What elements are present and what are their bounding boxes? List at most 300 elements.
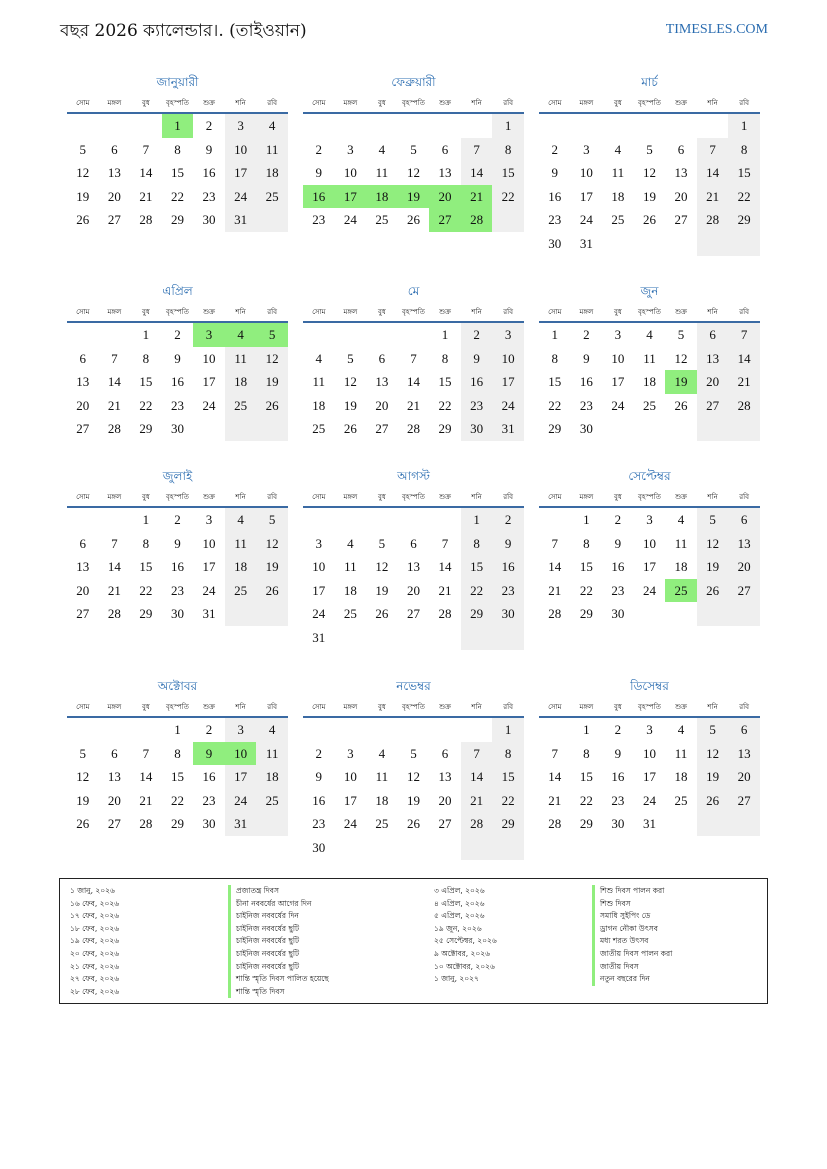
empty-day-cell: [634, 114, 666, 138]
day-cell: 13: [438, 165, 452, 181]
month-name: মার্চ: [641, 75, 658, 89]
day-cell: 23: [202, 188, 216, 204]
day-cell: 6: [677, 141, 685, 157]
weekday-label: মঙ্গল: [107, 308, 122, 316]
day-cell: 1: [492, 718, 524, 742]
day-cell: 17: [642, 559, 656, 575]
legend-date: ১৯ ফেব, ২০২৬: [70, 936, 120, 946]
day-cell: 12: [76, 165, 90, 181]
legend-row: [434, 923, 672, 936]
day-cell: 11: [375, 769, 389, 785]
weekday-label: বুধ: [377, 308, 386, 316]
weekday-header: [67, 301, 288, 323]
weekday-header: [303, 696, 524, 718]
day-cell: 20: [674, 188, 688, 204]
weekday-label: বৃহস্পতি: [402, 99, 425, 107]
day-cell: 20: [697, 370, 729, 394]
weekday-label: শনি: [471, 99, 482, 107]
day-cell: 30: [312, 839, 326, 855]
day-cell: 5: [79, 745, 87, 761]
day-cell: 19: [256, 555, 288, 579]
empty-day-cell: [728, 602, 760, 626]
weekday-label: সোম: [548, 493, 562, 501]
legend-row: [434, 961, 672, 974]
weekday-label: রবি: [739, 99, 750, 107]
legend-date: ৩ এপ্রিল, ২০২৬: [434, 886, 485, 895]
empty-day-cell: [99, 114, 131, 138]
day-cell: 14: [406, 374, 420, 390]
month-block: [539, 281, 760, 441]
site-link[interactable]: TIMESLES.COM: [665, 22, 768, 37]
day-cell: 7: [461, 742, 493, 766]
day-cell: 8: [492, 138, 524, 162]
day-cell: 16: [548, 188, 562, 204]
day-cell: 24: [202, 397, 216, 413]
day-cell: 1: [583, 722, 590, 737]
legend-row: [70, 935, 329, 948]
empty-day-cell: [665, 812, 697, 836]
day-cell: 5: [646, 141, 653, 157]
day-cell: 29: [139, 606, 153, 622]
day-cell: 20: [375, 397, 389, 413]
weekday-label: বুধ: [613, 493, 622, 501]
day-cell: 20: [76, 582, 90, 598]
day-cell: 9: [315, 165, 323, 181]
day-cell: 10: [642, 745, 656, 761]
day-cell: 29: [438, 421, 452, 437]
day-cell: 12: [674, 350, 688, 366]
day-cell: 20: [107, 188, 121, 204]
weekday-label: রবি: [267, 308, 278, 316]
day-cell: 14: [548, 559, 562, 575]
day-cell: 4: [256, 114, 288, 138]
day-cell: 25: [674, 792, 688, 808]
month-block: [303, 72, 524, 232]
empty-day-cell: [335, 626, 367, 650]
empty-day-cell: [130, 114, 162, 138]
month-name: এপ্রিল: [162, 284, 193, 298]
legend-row: [70, 923, 329, 936]
day-cell: 7: [728, 323, 760, 347]
empty-day-cell: [398, 114, 430, 138]
day-cell: 12: [343, 374, 357, 390]
month-name: জানুয়ারী: [156, 75, 199, 89]
weekday-label: বৃহস্পতি: [166, 703, 189, 711]
day-cell: 22: [170, 792, 184, 808]
empty-day-cell: [602, 232, 634, 256]
weekday-header: [67, 486, 288, 508]
day-cell: 19: [697, 555, 729, 579]
weekday-label: সোম: [548, 308, 562, 316]
weekday-label: বুধ: [377, 703, 386, 711]
day-cell: 20: [107, 792, 121, 808]
day-cell: 20: [728, 765, 760, 789]
day-cell: 24: [312, 606, 326, 622]
day-cell: 12: [697, 532, 729, 556]
legend-date: ২০ ফেব, ২০২৬: [70, 948, 120, 958]
day-cell: 25: [225, 579, 257, 603]
day-cell: 4: [225, 508, 257, 532]
empty-day-cell: [697, 417, 729, 441]
day-cell: 23: [461, 394, 493, 418]
weekday-label: সোম: [312, 99, 326, 107]
day-cell: 31: [225, 208, 257, 232]
day-cell: 7: [142, 745, 150, 761]
weekday-label: শনি: [235, 703, 246, 711]
empty-day-cell: [366, 836, 398, 860]
day-cell: 2: [315, 745, 323, 761]
day-cell: 8: [583, 535, 590, 551]
day-cell: 24: [642, 792, 656, 808]
day-cell: 12: [256, 347, 288, 371]
day-cell: 19: [343, 397, 357, 413]
day-cell: 2: [461, 323, 493, 347]
day-cell: 16: [170, 559, 184, 575]
empty-day-cell: [99, 508, 131, 532]
legend-holiday-name: শান্তি স্মৃতি দিবস: [228, 986, 284, 999]
empty-day-cell: [461, 718, 493, 742]
legend-holiday-name: চাইনিজ নববর্ষের ছুটি: [228, 948, 299, 961]
month-name: ফেব্রুয়ারী: [391, 75, 436, 89]
weekday-label: সোম: [76, 703, 90, 711]
legend-date: ৫ এপ্রিল, ২০২৬: [434, 911, 485, 921]
day-cell: 22: [492, 789, 524, 813]
day-cell: 11: [344, 559, 357, 575]
legend-row: [434, 885, 672, 898]
day-cell: 28: [139, 816, 153, 832]
day-cell: 6: [111, 141, 118, 157]
legend-row: [70, 973, 329, 986]
day-cell: 8: [142, 535, 150, 551]
day-cell: 10: [492, 347, 524, 371]
weekday-label: শনি: [235, 308, 246, 316]
day-cell: 27: [728, 579, 760, 603]
weekday-label: শনি: [707, 99, 718, 107]
day-cell: 28: [139, 212, 153, 228]
day-cell: 18: [312, 397, 326, 413]
holiday-day-cell: 3: [193, 323, 225, 347]
weekday-label: রবি: [739, 703, 750, 711]
day-cell: 18: [375, 792, 389, 808]
day-cell: 10: [579, 165, 593, 181]
weekday-label: শুক্র: [675, 308, 687, 316]
legend-date: ২৫ সেপ্টেম্বর, ২০২৬: [434, 936, 497, 946]
day-cell: 3: [347, 141, 354, 157]
weekday-label: সোম: [312, 493, 326, 501]
legend-holiday-name: মধ্য শরত উৎসব: [592, 935, 648, 948]
empty-day-cell: [99, 323, 131, 347]
day-cell: 27: [375, 421, 389, 437]
day-cell: 17: [492, 370, 524, 394]
day-cell: 23: [611, 582, 625, 598]
day-cell: 23: [312, 212, 326, 228]
legend-row: [434, 935, 672, 948]
day-cell: 4: [614, 141, 622, 157]
holiday-day-cell: 4: [225, 323, 257, 347]
weekday-label: বুধ: [377, 493, 386, 501]
legend-row: [434, 948, 672, 961]
day-cell: 5: [410, 745, 417, 761]
empty-day-cell: [429, 508, 461, 532]
empty-day-cell: [429, 836, 461, 860]
day-cell: 10: [343, 165, 357, 181]
weekday-label: রবি: [503, 703, 514, 711]
day-cell: 13: [107, 769, 121, 785]
day-cell: 18: [343, 582, 357, 598]
day-cell: 18: [642, 374, 656, 390]
day-cell: 30: [170, 606, 184, 622]
day-cell: 11: [674, 535, 688, 551]
weekday-label: বুধ: [613, 703, 622, 711]
day-cell: 27: [76, 606, 90, 622]
day-cell: 13: [76, 374, 90, 390]
empty-day-cell: [225, 417, 257, 441]
weekday-label: শুক্র: [203, 493, 215, 501]
empty-day-cell: [225, 602, 257, 626]
legend-row: [434, 973, 672, 986]
day-cell: 18: [674, 559, 688, 575]
weekday-header: [67, 92, 288, 114]
day-cell: 25: [375, 816, 389, 832]
legend-holiday-name: শিশু দিবস পালন করা: [592, 885, 664, 898]
empty-day-cell: [335, 114, 367, 138]
day-cell: 13: [697, 347, 729, 371]
day-cell: 16: [579, 374, 593, 390]
holiday-day-cell: 25: [665, 579, 697, 603]
empty-day-cell: [366, 626, 398, 650]
weekday-label: শুক্র: [203, 99, 215, 107]
empty-day-cell: [67, 508, 99, 532]
month-block: [539, 72, 760, 256]
empty-day-cell: [461, 114, 493, 138]
month-name: সেপ্টেম্বর: [628, 469, 671, 483]
legend-date: ১০ অক্টোবর, ২০২৬: [434, 961, 495, 971]
weekday-label: সোম: [548, 99, 562, 107]
legend-holiday-name: জাতীয় দিবস পালন করা: [592, 948, 672, 961]
holiday-day-cell: 19: [398, 185, 430, 209]
day-cell: 12: [256, 532, 288, 556]
weekday-label: মঙ্গল: [107, 493, 122, 501]
day-cell: 28: [728, 394, 760, 418]
day-cell: 11: [256, 138, 288, 162]
day-cell: 10: [202, 535, 216, 551]
day-cell: 25: [375, 212, 389, 228]
day-grid: [303, 508, 524, 650]
day-cell: 29: [492, 812, 524, 836]
empty-day-cell: [429, 718, 461, 742]
day-grid: [67, 508, 288, 626]
weekday-label: বৃহস্পতি: [402, 308, 425, 316]
legend-row: [434, 898, 672, 911]
day-cell: 29: [579, 816, 593, 832]
day-cell: 10: [312, 559, 326, 575]
empty-day-cell: [67, 114, 99, 138]
day-cell: 29: [170, 212, 184, 228]
legend-column-right: [434, 885, 672, 986]
holiday-day-cell: 18: [366, 185, 398, 209]
weekday-label: মঙ্গল: [343, 308, 358, 316]
day-cell: 29: [461, 602, 493, 626]
day-cell: 12: [76, 769, 90, 785]
legend-date: ২৭ ফেব, ২০২৬: [70, 974, 120, 984]
weekday-label: শনি: [707, 703, 718, 711]
day-cell: 26: [642, 212, 656, 228]
empty-day-cell: [429, 626, 461, 650]
month-name: অক্টোবর: [157, 679, 198, 693]
day-cell: 28: [461, 812, 493, 836]
day-cell: 9: [492, 532, 524, 556]
day-cell: 28: [438, 606, 452, 622]
day-cell: 3: [492, 323, 524, 347]
weekday-label: রবি: [503, 99, 514, 107]
day-cell: 28: [548, 816, 562, 832]
weekday-label: শনি: [235, 493, 246, 501]
day-cell: 28: [107, 421, 121, 437]
day-cell: 16: [312, 792, 326, 808]
day-cell: 7: [142, 141, 150, 157]
day-cell: 22: [492, 185, 524, 209]
day-cell: 7: [697, 138, 729, 162]
empty-day-cell: [634, 602, 666, 626]
weekday-label: শুক্র: [439, 703, 451, 711]
day-cell: 22: [139, 397, 153, 413]
day-cell: 9: [583, 350, 590, 366]
day-cell: 2: [551, 141, 559, 157]
empty-day-cell: [256, 812, 288, 836]
empty-day-cell: [335, 718, 367, 742]
day-cell: 24: [492, 394, 524, 418]
weekday-label: মঙ্গল: [343, 493, 358, 501]
day-cell: 23: [611, 792, 625, 808]
month-block: [303, 281, 524, 441]
day-cell: 10: [611, 350, 625, 366]
day-cell: 10: [343, 769, 357, 785]
empty-day-cell: [539, 114, 571, 138]
empty-day-cell: [492, 626, 524, 650]
legend-row: [434, 910, 672, 923]
day-cell: 24: [343, 816, 357, 832]
day-cell: 28: [107, 606, 121, 622]
holiday-day-cell: 21: [461, 185, 493, 209]
day-cell: 19: [406, 792, 420, 808]
day-cell: 30: [170, 421, 184, 437]
day-cell: 6: [728, 718, 760, 742]
day-cell: 12: [642, 165, 656, 181]
day-cell: 6: [378, 350, 386, 366]
day-cell: 11: [225, 347, 257, 371]
weekday-label: শনি: [235, 99, 246, 107]
month-block: [67, 72, 288, 232]
empty-day-cell: [256, 602, 288, 626]
day-cell: 5: [410, 141, 417, 157]
day-cell: 18: [611, 188, 625, 204]
empty-day-cell: [697, 812, 729, 836]
day-cell: 14: [139, 769, 153, 785]
day-cell: 22: [139, 582, 153, 598]
holiday-day-cell: 19: [665, 370, 697, 394]
day-cell: 1: [492, 114, 524, 138]
day-cell: 22: [170, 188, 184, 204]
day-cell: 18: [256, 161, 288, 185]
day-cell: 4: [347, 535, 354, 551]
day-cell: 14: [548, 769, 562, 785]
day-cell: 14: [697, 161, 729, 185]
day-cell: 27: [728, 789, 760, 813]
day-cell: 18: [256, 765, 288, 789]
day-cell: 20: [438, 792, 452, 808]
day-cell: 30: [492, 602, 524, 626]
empty-day-cell: [335, 323, 367, 347]
day-cell: 31: [579, 235, 593, 251]
day-cell: 6: [410, 535, 417, 551]
day-grid: [539, 508, 760, 626]
holiday-day-cell: 1: [162, 114, 194, 138]
legend-holiday-name: জাতীয় দিবস: [592, 961, 639, 974]
day-cell: 6: [697, 323, 729, 347]
day-cell: 8: [728, 138, 760, 162]
day-cell: 28: [697, 208, 729, 232]
weekday-label: বৃহস্পতি: [638, 493, 661, 501]
weekday-label: শনি: [707, 493, 718, 501]
month-block: [539, 676, 760, 836]
day-cell: 15: [139, 374, 153, 390]
weekday-header: [303, 301, 524, 323]
day-cell: 27: [697, 394, 729, 418]
weekday-label: বুধ: [613, 308, 622, 316]
empty-day-cell: [193, 417, 225, 441]
day-cell: 11: [256, 742, 288, 766]
day-cell: 4: [378, 141, 386, 157]
day-cell: 31: [202, 606, 216, 622]
day-cell: 19: [256, 370, 288, 394]
month-block: [539, 466, 760, 626]
holiday-day-cell: 9: [193, 742, 225, 766]
holiday-day-cell: 28: [461, 208, 493, 232]
day-cell: 8: [583, 745, 590, 761]
empty-day-cell: [398, 718, 430, 742]
day-cell: 15: [461, 555, 493, 579]
weekday-label: শুক্র: [203, 703, 215, 711]
day-cell: 23: [202, 792, 216, 808]
month-block: [303, 466, 524, 650]
day-cell: 21: [548, 582, 562, 598]
day-cell: 5: [697, 718, 729, 742]
day-cell: 15: [170, 769, 184, 785]
day-cell: 17: [642, 769, 656, 785]
day-cell: 20: [406, 582, 420, 598]
day-cell: 14: [107, 559, 121, 575]
legend-date: ৯ অক্টোবর, ২০২৬: [434, 948, 491, 958]
day-cell: 13: [375, 374, 389, 390]
day-cell: 21: [139, 792, 153, 808]
day-cell: 8: [461, 532, 493, 556]
day-cell: 14: [107, 374, 121, 390]
weekday-label: শুক্র: [439, 308, 451, 316]
weekday-label: শুক্র: [439, 493, 451, 501]
legend-holiday-name: চীনা নববর্ষের আগের দিন: [228, 898, 311, 911]
day-cell: 23: [579, 397, 593, 413]
legend-row: [70, 885, 329, 898]
day-cell: 22: [548, 397, 562, 413]
weekday-label: সোম: [76, 99, 90, 107]
legend-holiday-name: নতুন বছরের দিন: [592, 973, 650, 986]
legend-row: [70, 948, 329, 961]
weekday-label: মঙ্গল: [579, 703, 594, 711]
empty-day-cell: [665, 602, 697, 626]
empty-day-cell: [461, 836, 493, 860]
day-cell: 7: [441, 535, 449, 551]
empty-day-cell: [398, 323, 430, 347]
